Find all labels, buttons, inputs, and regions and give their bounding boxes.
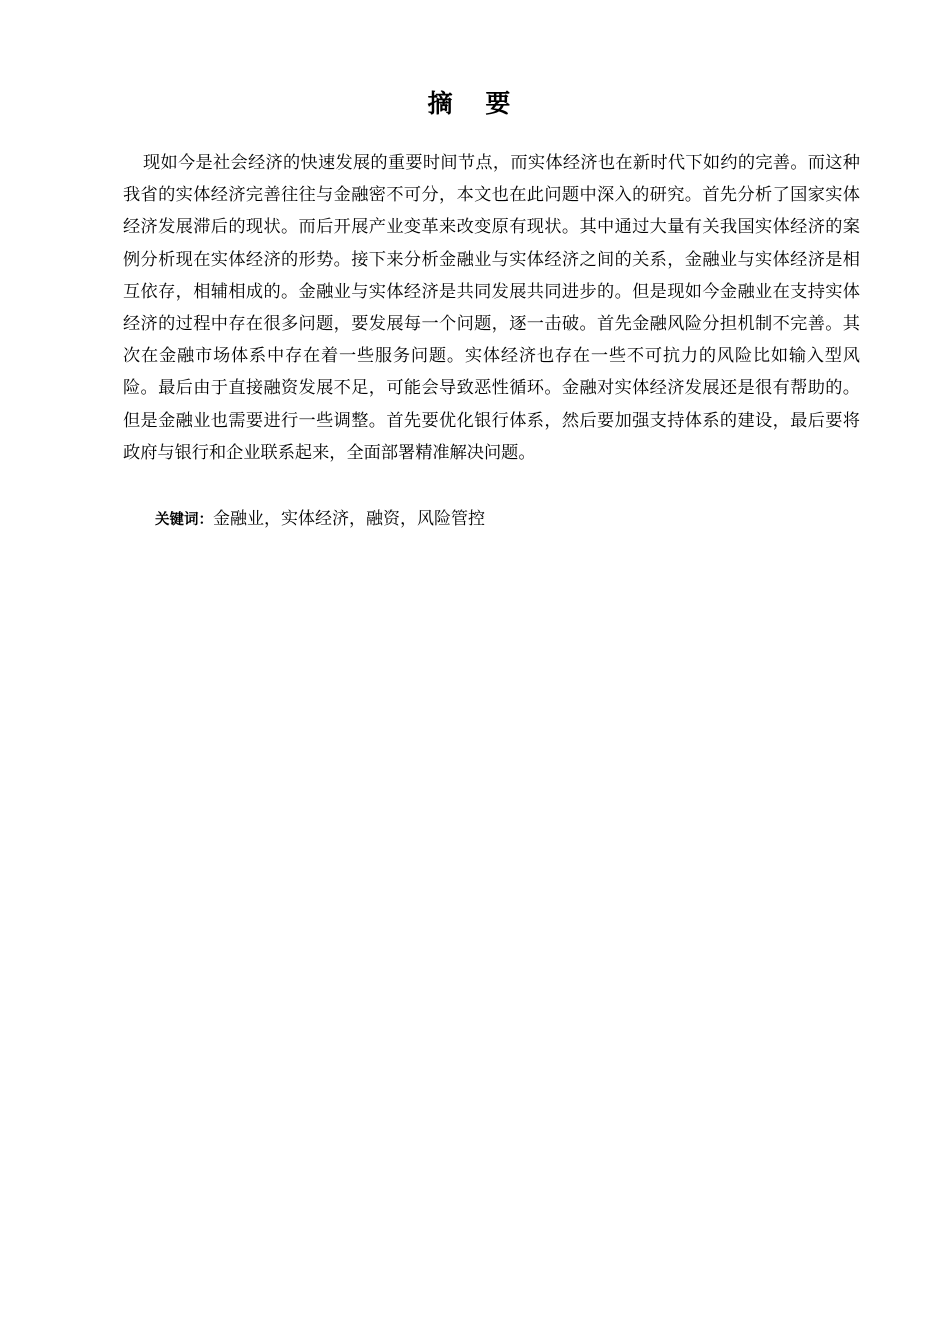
abstract-paragraph: 现如今是社会经济的快速发展的重要时间节点，而实体经济也在新时代下如约的完善。而这种我省的实体经济完善往往与金融密不可分，本文也在此问题中深入的研究。首先分析了国家实体经济发展滞后的现状。而后开展产业变革来改变原有现状。其中通过大量有关我国实体经济的案例分析现在实体经济的形势。接下来分析金融业与实体经济之间的关系，金融业与实体经济是相互依存，相辅相成的。金融业与实体经济是共同发展共同进步的。但是现如今金融业在支持实体经济的过程中存在很多问题，要发展每一个问题，逐一击破。首先金融风险分担机制不完善。其次在金融市场体系中存在着一些服务问题。实体经济也存在一些不可抗力的风险比如输入型风险。最后由于直接融资发展不足，可能会导致恶性循环。金融对实体经济发展还是很有帮助的。但是金融业也需要进行一些调整。首先要优化银行体系，然后要加强支持体系的建设，最后要将政府与银行和企业联系起来，全面部署精准解决问题。 bbox=[123, 153, 860, 463]
page-title: 摘 要 bbox=[427, 89, 523, 118]
keywords-text: 金融业，实体经济，融资，风险管控 bbox=[213, 509, 485, 529]
keywords-label: 关键词： bbox=[155, 512, 213, 528]
keywords-line bbox=[155, 503, 860, 536]
